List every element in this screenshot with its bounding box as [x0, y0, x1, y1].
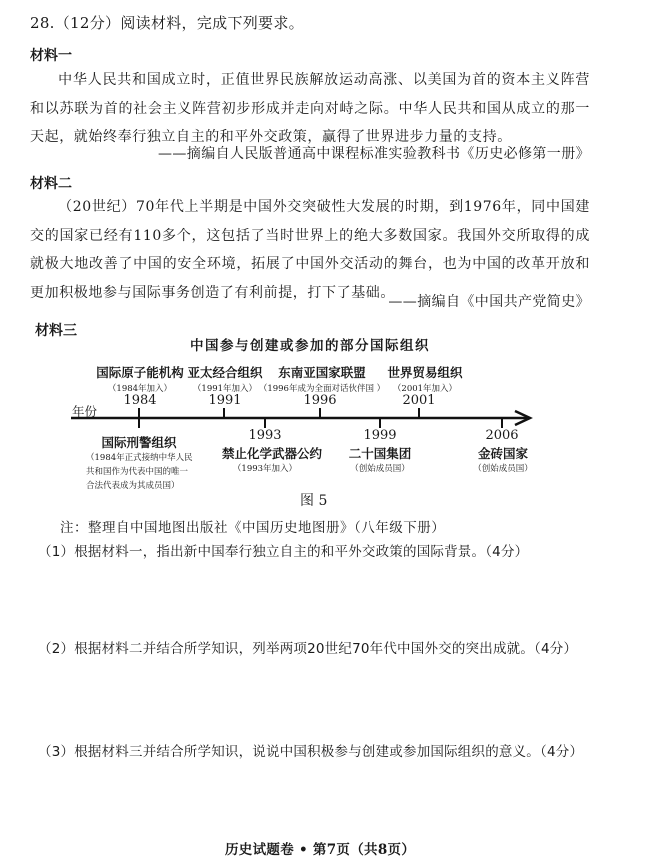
axis-label: 年份 [72, 404, 98, 419]
sub-question-2-text: 根据材料二并结合所学知识，列举两项20世纪70年代中国外交的突出成就。（4分） [74, 641, 578, 657]
org-name-wto: 世界贸易组织 [387, 365, 463, 380]
page-footer: 历史试题卷 • 第7页（共8页） [225, 842, 416, 858]
year-2001: 2001 [402, 393, 436, 408]
year-2006: 2006 [485, 428, 519, 443]
org-name-apec: 亚太经合组织 [187, 365, 263, 380]
org-note-brics: （创始成员国） [473, 464, 533, 474]
figure-note: 注：整理自中国地图出版社《中国历史地图册》（八年级下册） [60, 520, 446, 536]
org-name-interpol: 国际刑警组织 [101, 435, 177, 450]
sub-question-1-text: 根据材料一，指出新中国奉行独立自主的和平外交政策的国际背景。（4分） [74, 544, 529, 560]
year-1999: 1999 [363, 428, 397, 443]
material-2-body: （20世纪）70年代上半期是中国外交突破性大发展的时期，到1976年，同中国建交的国家已经有110多个，这包括了当时世界上的绝大多数国家。我国外交所取得的成就极大地改善了中国的安全环境，拓展了中国外交活动的舞台，也为中国的改革开放和更加积极地参与国际事务创造了有利前提，打下了基础。 [30, 199, 590, 301]
sub-question-3-text: 根据材料三并结合所学知识，说说中国积极参与创建或参加国际组织的意义。（4分） [74, 744, 584, 760]
org-note-asean: （1996年成为全面对话伙伴国 ） [258, 384, 386, 394]
material-3-label: 材料三 [35, 323, 77, 339]
material-1-body: 中华人民共和国成立时，正值世界民族解放运动高涨、以美国为首的资本主义阵营和以苏联为首的社会主义阵营初步形成并走向对峙之际。中华人民共和国从成立的那一天起，就始终奉行独立自主的和平外交政策，赢得了世界进步力量的支持。 [30, 72, 590, 145]
sub-question-1-label: （1） [38, 544, 75, 560]
material-1-label: 材料一 [30, 48, 72, 64]
org-name-brics: 金砖国家 [477, 446, 529, 461]
sub-question-3 [38, 740, 583, 760]
org-note-iaea: （1984年加入） [107, 384, 173, 394]
org-name-iaea: 国际原子能机构 [96, 365, 184, 380]
question-title: 28.（12分）阅读材料，完成下列要求。 [30, 14, 304, 32]
org-note-wto: （2001年加入） [392, 384, 458, 394]
org-name-asean: 东南亚国家联盟 [278, 365, 366, 380]
sub-question-1 [38, 540, 528, 560]
material-1-source: ——摘编自人民版普通高中课程标准实验教科书《历史必修第一册》 [158, 146, 590, 162]
material-2-label: 材料二 [30, 176, 72, 192]
org-note-g20: （创始成员国） [350, 464, 410, 474]
org-note-interpol: （1984年正式接纳中华人民共和国作为代表中国的唯一合法代表成为其成员国） [86, 453, 193, 491]
material-2-source: ——摘编自《中国共产党简史》 [388, 294, 590, 310]
chart-title: 中国参与创建或参加的部分国际组织 [190, 338, 430, 354]
org-note-cwc: （1993年加入） [232, 464, 298, 474]
year-1984: 1984 [123, 393, 157, 408]
org-name-cwc: 禁止化学武器公约 [221, 446, 323, 461]
figure-caption: 图 5 [300, 493, 328, 509]
sub-question-2 [38, 637, 577, 657]
year-1996: 1996 [303, 393, 337, 408]
org-note-apec: （1991年加入） [192, 384, 258, 394]
year-1993: 1993 [248, 428, 282, 443]
sub-question-2-label: （2） [38, 641, 75, 657]
year-1991: 1991 [208, 393, 242, 408]
sub-question-3-label: （3） [38, 744, 75, 760]
org-name-g20: 二十国集团 [348, 446, 412, 461]
